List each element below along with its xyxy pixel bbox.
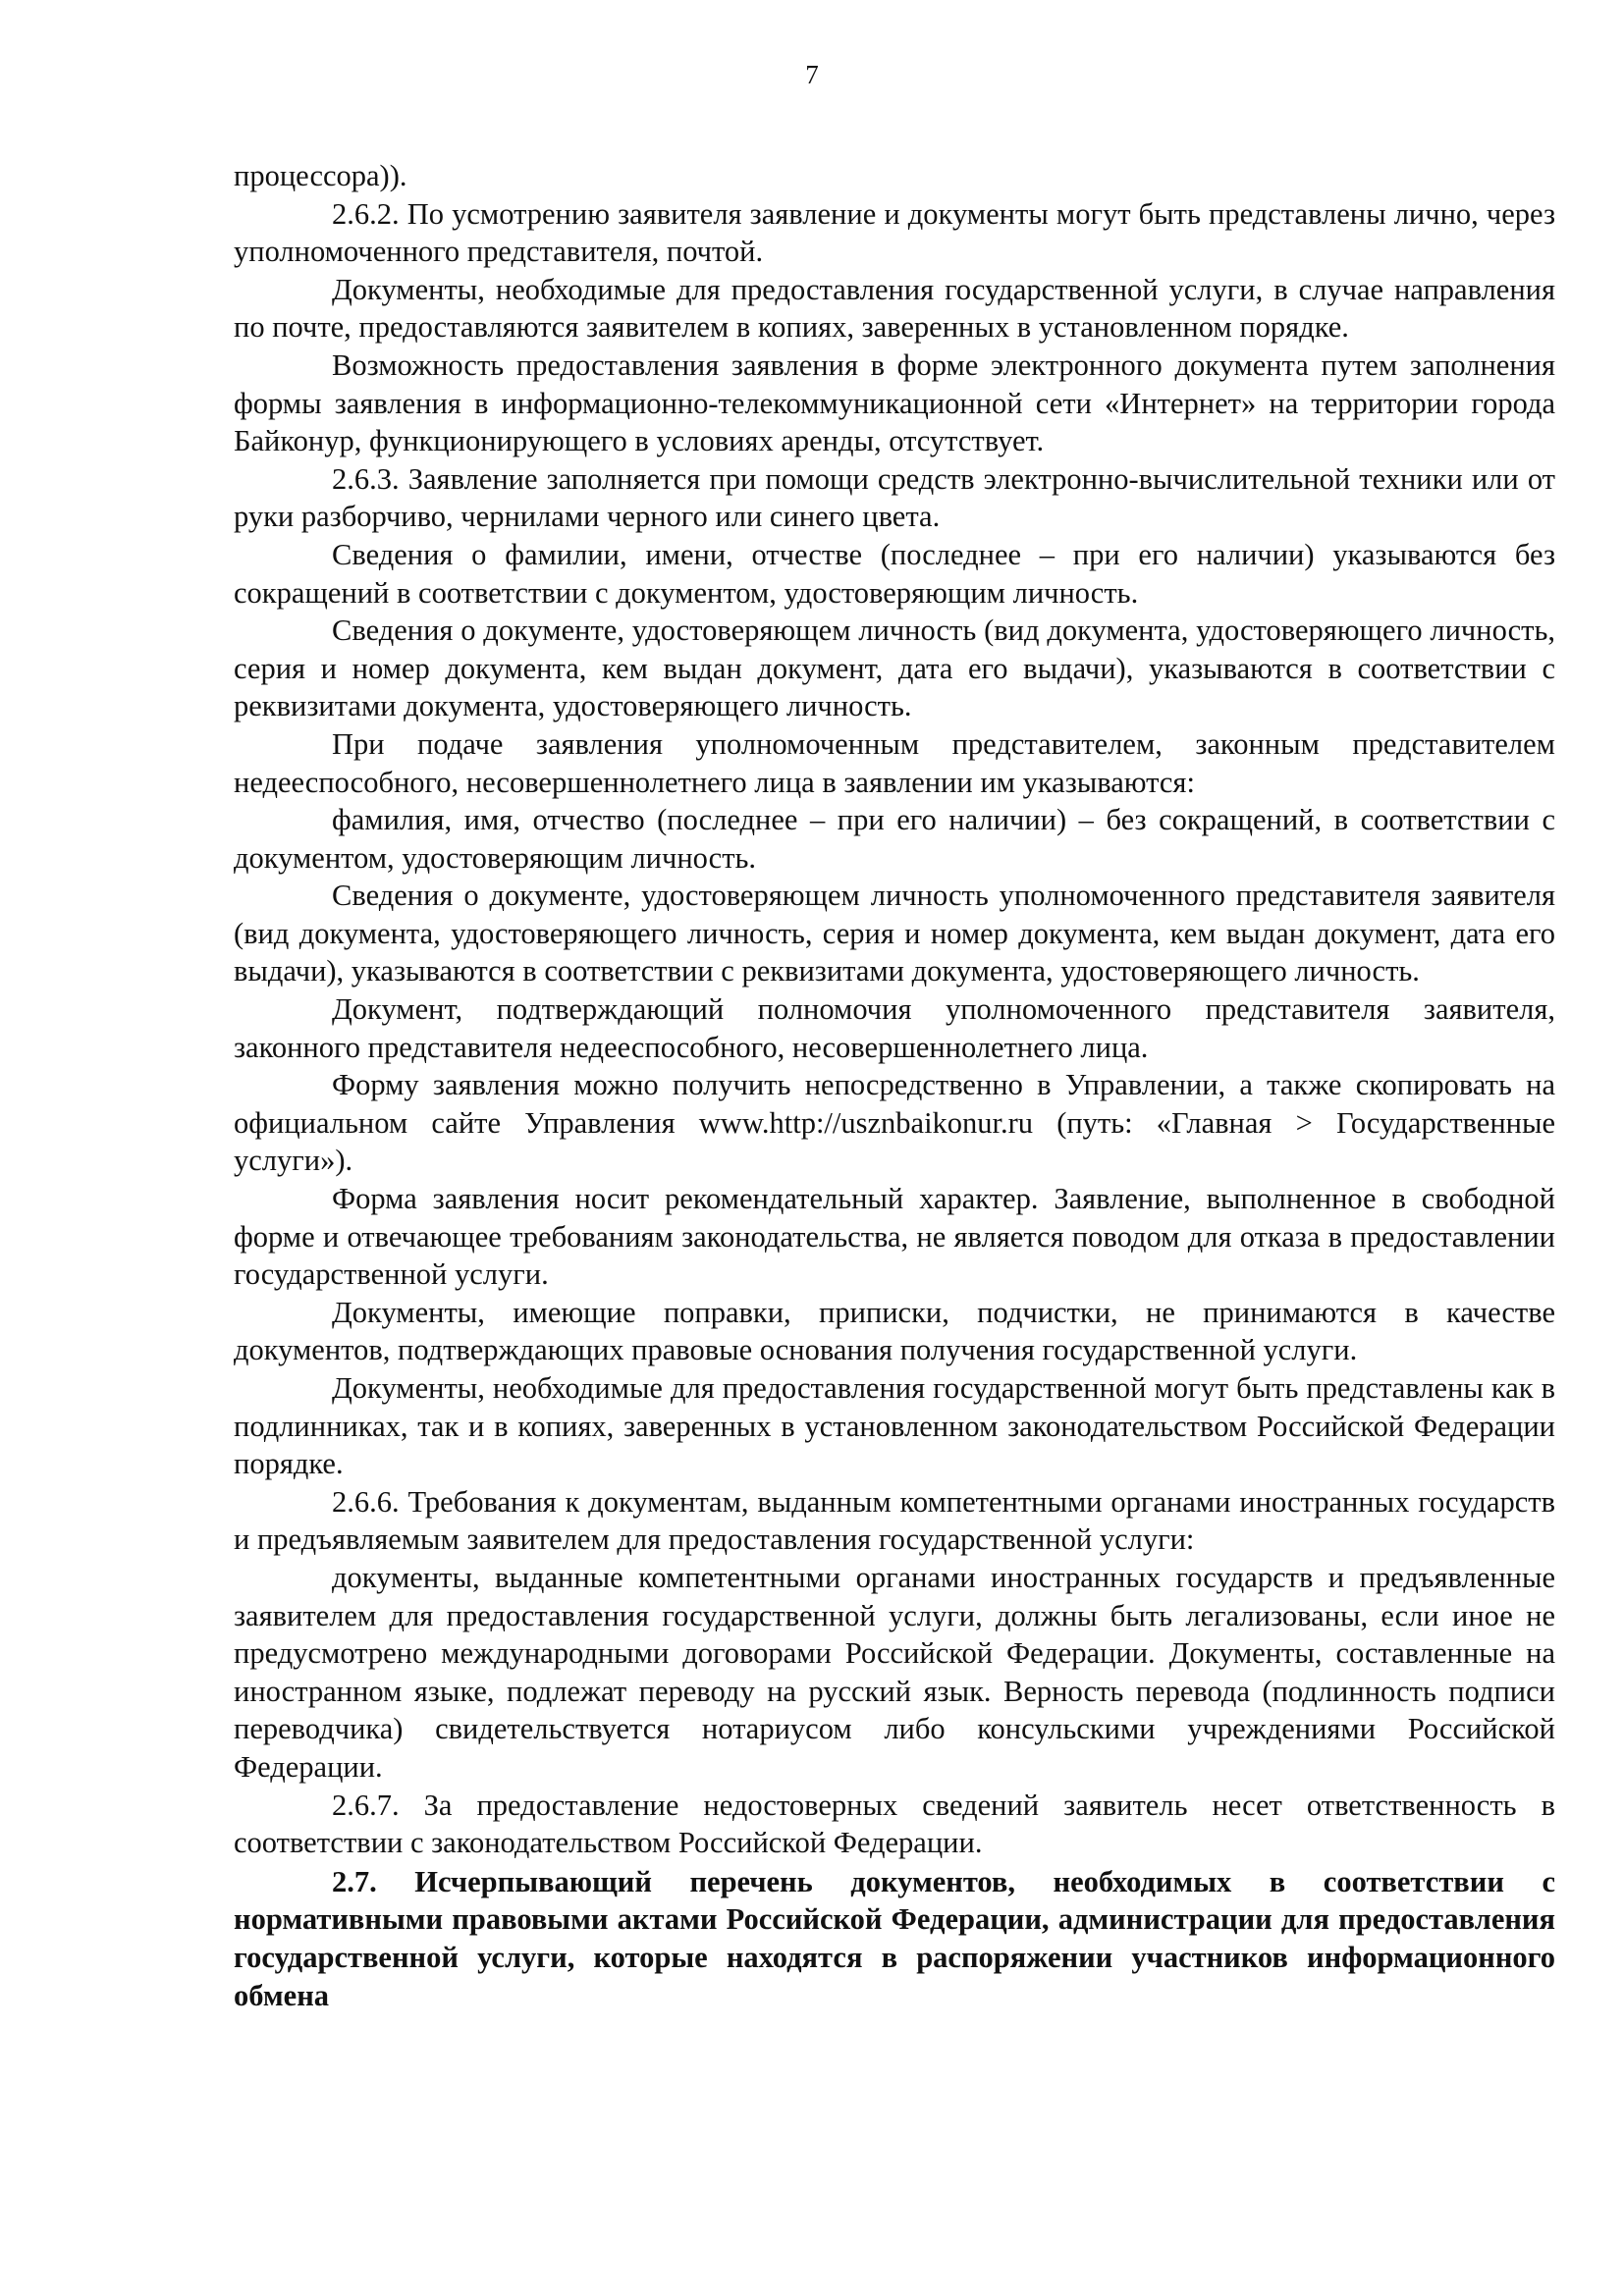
paragraph-17: документы, выданные компетентными органами иностранных государств и предъявленные заявителем для предоставления государственной услуги, должны быть легализованы, если иное не предусмотрено международными договорами Российской Федерации. Документы, составленные на иностранном языке, подлежат переводу на русский язык. Верность перевода (подлинность подписи переводчика) свидетельствуется нотариусом либо консульскими учреждениями Российской Федерации. [234,1560,1555,1784]
paragraph-2: 2.6.2. По усмотрению заявителя заявление и документы могут быть представлены лично, через уполномоченного представителя, почтой. [234,196,1555,269]
paragraph-9: фамилия, имя, отчество (последнее – при его наличии) – без сокращений, в соответствии с документом, удостоверяющим личность. [234,803,1555,875]
document-body [234,157,1555,2014]
paragraph-6: Сведения о фамилии, имени, отчестве (последнее – при его наличии) указываются без сокращений в соответствии с документом, удостоверяющим личность. [234,537,1555,610]
paragraph-12: Форму заявления можно получить непосредственно в Управлении, а также скопировать на официальном сайте Управления www.http://usznbaikonur.ru (путь: «Главная > Государственные услуги»). [234,1068,1555,1178]
paragraph-7: Сведения о документе, удостоверяющем личность (вид документа, удостоверяющего личность, серия и номер документа, кем выдан документ, дата его выдачи), указываются в соответствии с реквизитами документа, удостоверяющего личность. [234,614,1555,723]
paragraph-4: Возможность предоставления заявления в форме электронного документа путем заполнения формы заявления в информационно-телекоммуникационной сети «Интернет» на территории города Байконур, функционирующего в условиях аренды, отсутствует. [234,347,1555,458]
paragraph-10: Сведения о документе, удостоверяющем личность уполномоченного представителя заявителя (вид документа, удостоверяющего личность, серия и номер документа, кем выдан документ, дата его выдачи), указываются в соответствии с реквизитами документа, удостоверяющего личность. [234,879,1555,988]
paragraph-15: Документы, необходимые для предоставления государственной могут быть представлены как в подлинниках, так и в копиях, заверенных в установленном законодательством Российской Федерации порядке. [234,1371,1555,1481]
paragraph-13: Форма заявления носит рекомендательный характер. Заявление, выполненное в свободной форме и отвечающее требованиям законодательства, не является поводом для отказа в предоставлении государственной услуги. [234,1182,1555,1292]
paragraph-18: 2.6.7. За предоставление недостоверных сведений заявитель несет ответственность в соответствии с законодательством Российской Федерации. [234,1788,1555,1860]
page-number: 7 [805,60,819,89]
paragraph-5: 2.6.3. Заявление заполняется при помощи средств электронно-вычислительной техники или от руки разборчиво, чернилами черного или синего цвета. [234,461,1555,534]
paragraph-8: При подаче заявления уполномоченным представителем, законным представителем недееспособного, несовершеннолетнего лица в заявлении им указываются: [234,726,1555,799]
paragraph-3: Документы, необходимые для предоставления государственной услуги, в случае направления по почте, предоставляются заявителем в копиях, заверенных в установленном порядке. [234,272,1555,345]
paragraph-14: Документы, имеющие поправки, приписки, подчистки, не принимаются в качестве документов, подтверждающих правовые основания получения государственной услуги. [234,1295,1555,1367]
paragraph-16: 2.6.6. Требования к документам, выданным компетентными органами иностранных государств и предъявляемым заявителем для предоставления государственной услуги: [234,1484,1555,1557]
paragraph-11: Документ, подтверждающий полномочия уполномоченного представителя заявителя, законного представителя недееспособного, несовершеннолетнего лица. [234,992,1555,1064]
section-heading: 2.7. Исчерпывающий перечень документов, необходимых в соответствии с нормативными правовыми актами Российской Федерации, администрации для предоставления государственной услуги, которые находятся в распоряжении участников информационного обмена [234,1864,1555,2012]
paragraph-1: процессора)). [234,159,407,192]
